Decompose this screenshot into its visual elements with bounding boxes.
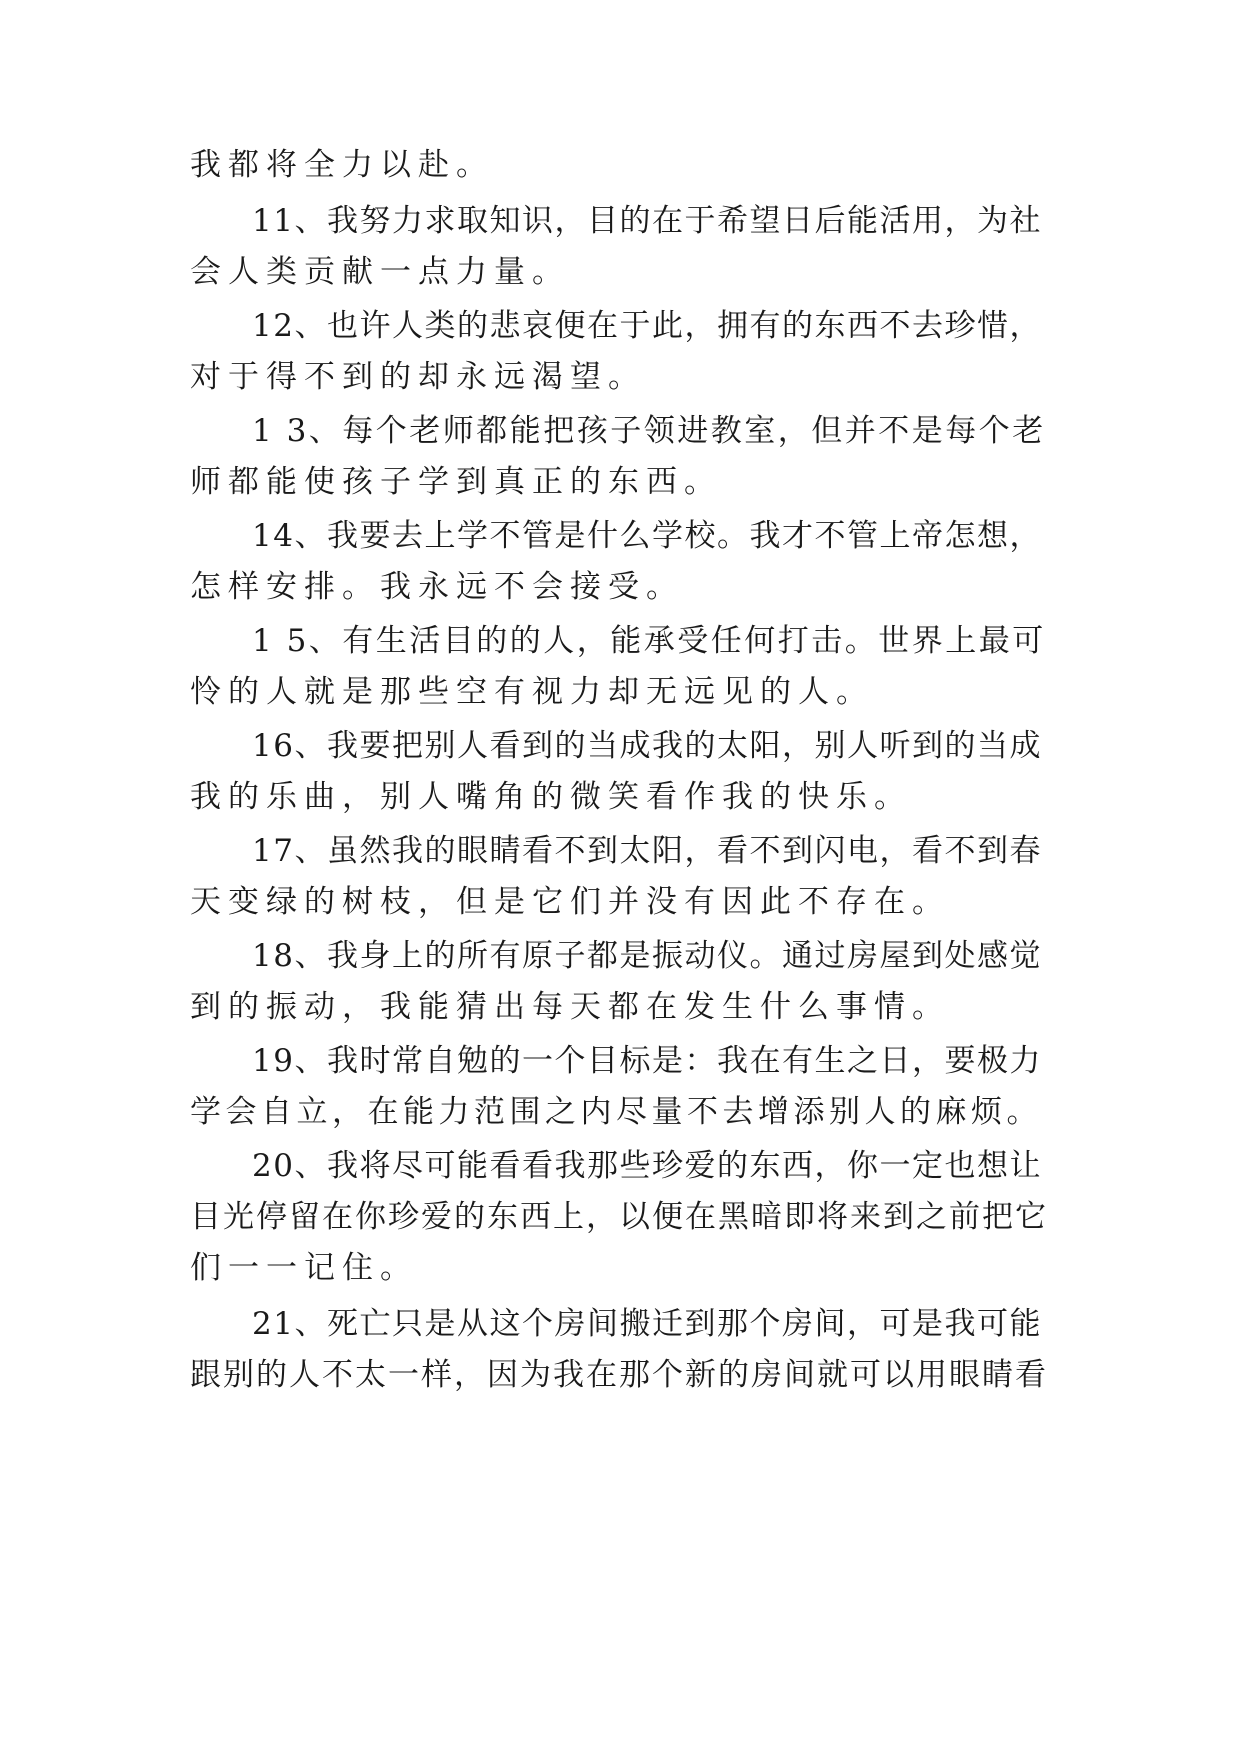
text-line: 12、也许人类的悲哀便在于此，拥有的东西不去珍惜， (252, 308, 1042, 344)
text-line: 1 3、每个老师都能把孩子领进教室，但并不是每个老 (252, 413, 1046, 449)
text-line: 20、我将尽可能看看我那些珍爱的东西，你一定也想让 (252, 1148, 1042, 1184)
text-line: 会人类贡献一点力量。 (190, 254, 570, 290)
text-line: 11、我努力求取知识，目的在于希望日后能活用，为社 (252, 203, 1042, 239)
text-line: 学会自立，在能力范围之内尽量不去增添别人的麻烦。 (190, 1094, 1042, 1130)
text-line: 怎样安排。我永远不会接受。 (190, 569, 684, 605)
text-line: 跟别的人不太一样，因为我在那个新的房间就可以用眼睛看 (190, 1357, 1048, 1393)
text-line: 目光停留在你珍爱的东西上，以便在黑暗即将来到之前把它 (190, 1199, 1048, 1235)
text-line: 16、我要把别人看到的当成我的太阳，别人听到的当成 (252, 728, 1042, 764)
text-line: 我的乐曲，别人嘴角的微笑看作我的快乐。 (190, 779, 912, 815)
text-line: 怜的人就是那些空有视力却无远见的人。 (190, 674, 874, 710)
text-line: 对于得不到的却永远渴望。 (190, 359, 646, 395)
text-line: 到的振动，我能猜出每天都在发生什么事情。 (190, 989, 950, 1025)
text-line: 天变绿的树枝，但是它们并没有因此不存在。 (190, 884, 950, 920)
text-line: 18、我身上的所有原子都是振动仪。通过房屋到处感觉 (252, 938, 1042, 974)
text-line: 1 5、有生活目的的人，能承受任何打击。世界上最可 (252, 623, 1046, 659)
text-line: 21、死亡只是从这个房间搬迁到那个房间，可是我可能 (252, 1306, 1042, 1342)
text-line: 我都将全力以赴。 (190, 147, 494, 183)
text-line: 19、我时常自勉的一个目标是：我在有生之日，要极力 (252, 1043, 1042, 1079)
text-line: 14、我要去上学不管是什么学校。我才不管上帝怎想， (252, 518, 1042, 554)
text-line: 们一一记住。 (190, 1250, 418, 1286)
text-line: 师都能使孩子学到真正的东西。 (190, 464, 722, 500)
text-line: 17、虽然我的眼睛看不到太阳，看不到闪电，看不到春 (252, 833, 1042, 869)
